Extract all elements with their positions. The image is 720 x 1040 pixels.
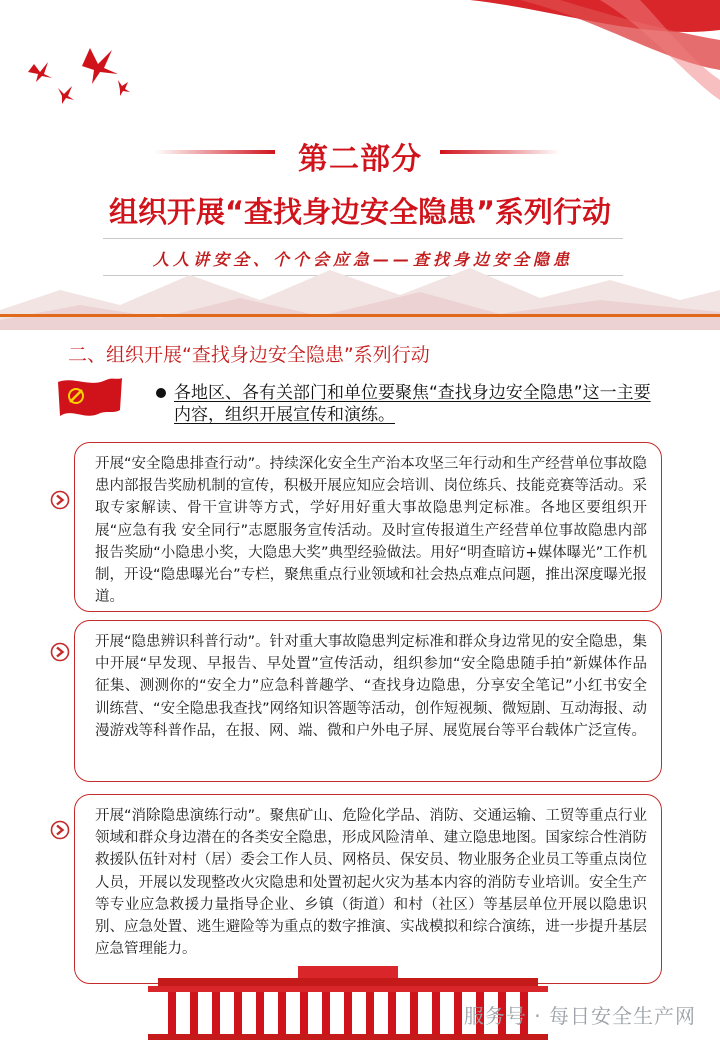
section-title: 第二部分 [298, 142, 422, 177]
party-flag-icon [54, 374, 124, 422]
orange-divider [0, 314, 720, 317]
mountain-silhouette [0, 250, 720, 330]
arrow-circle-icon [50, 490, 70, 510]
action-card-2 [74, 620, 662, 782]
card-text: 开展“隐患辨识科普行动”。针对重大事故隐患判定标准和群众身边常见的安全隐患，集中开展“早发现、早报告、早处置”宣传活动，组织参加“安全隐患随手拍”新媒体作品征集、测测你的“安全力”应急科普趣学、“查找身边隐患，分享安全笔记”小红书安全训练营、“安全隐患我查找”网络知识答题等活动，创作短视频、微短剧、互动海报、动漫游戏等科普作品，在报、网、端、微和户外电子屏、展览展台等平台载体广泛宣传。 [95, 634, 647, 739]
dove-birds-icon [22, 36, 142, 106]
bullet-text: 各地区、各有关部门和单位要聚焦“查找身边安全隐患”这一主要内容，组织开展宣传和演练。 [174, 383, 651, 425]
bullet-dot [156, 388, 166, 398]
arrow-circle-icon [50, 820, 70, 840]
card-text: 开展“安全隐患排查行动”。持续深化安全生产治本攻坚三年行动和生产经营单位事故隐患内部报告奖励机制的宣传，积极开展应知应会培训、岗位练兵、技能竞赛等活动。采取专家解读、骨干宣讲等方式，学好用好重大事故隐患判定标准。各地区要组织开展“应急有我 安全同行”志愿服务宣传活动。及时宣传报道生产经营单位事故隐患内部报告奖励“小隐患小奖，大隐患大奖”典型经验做法。用好“明查暗访+媒体曝光”工作机制，开设“隐患曝光台”专栏，聚焦重点行业领域和社会热点难点问题，推出深度曝光报道。 [95, 456, 647, 606]
bullet-item [156, 382, 656, 426]
watermark: 服务号 · 每日安全生产网 [463, 1004, 696, 1028]
slogan-text: 人人讲安全、个个会应急——查找身边安全隐患 [152, 250, 573, 269]
page-headline: 组织开展“查找身边安全隐患”系列行动 [108, 195, 612, 229]
action-card-3 [74, 794, 662, 984]
arrow-circle-icon [50, 642, 70, 662]
subheading: 二、组织开展“查找身边安全隐患”系列行动 [68, 344, 430, 366]
card-text: 开展“消除隐患演练行动”。聚焦矿山、危险化学品、消防、交通运输、工贸等重点行业领域和群众身边潜在的各类安全隐患，形成风险清单、建立隐患地图。国家综合性消防救援队伍针对村（居）委会工作人员、网格员、保安员、物业服务企业员工等重点岗位人员，开展以发现整改火灾隐患和处置初起火灾为基本内容的消防专业培训。安全生产等专业应急救援力量指导企业、乡镇（街道）和村（社区）等基层单位开展以隐患识别、应急处置、逃生避险等为重点的数字推演、实战模拟和综合演练，进一步提升基层应急管理能力。 [95, 808, 647, 958]
action-card-1 [74, 442, 662, 612]
